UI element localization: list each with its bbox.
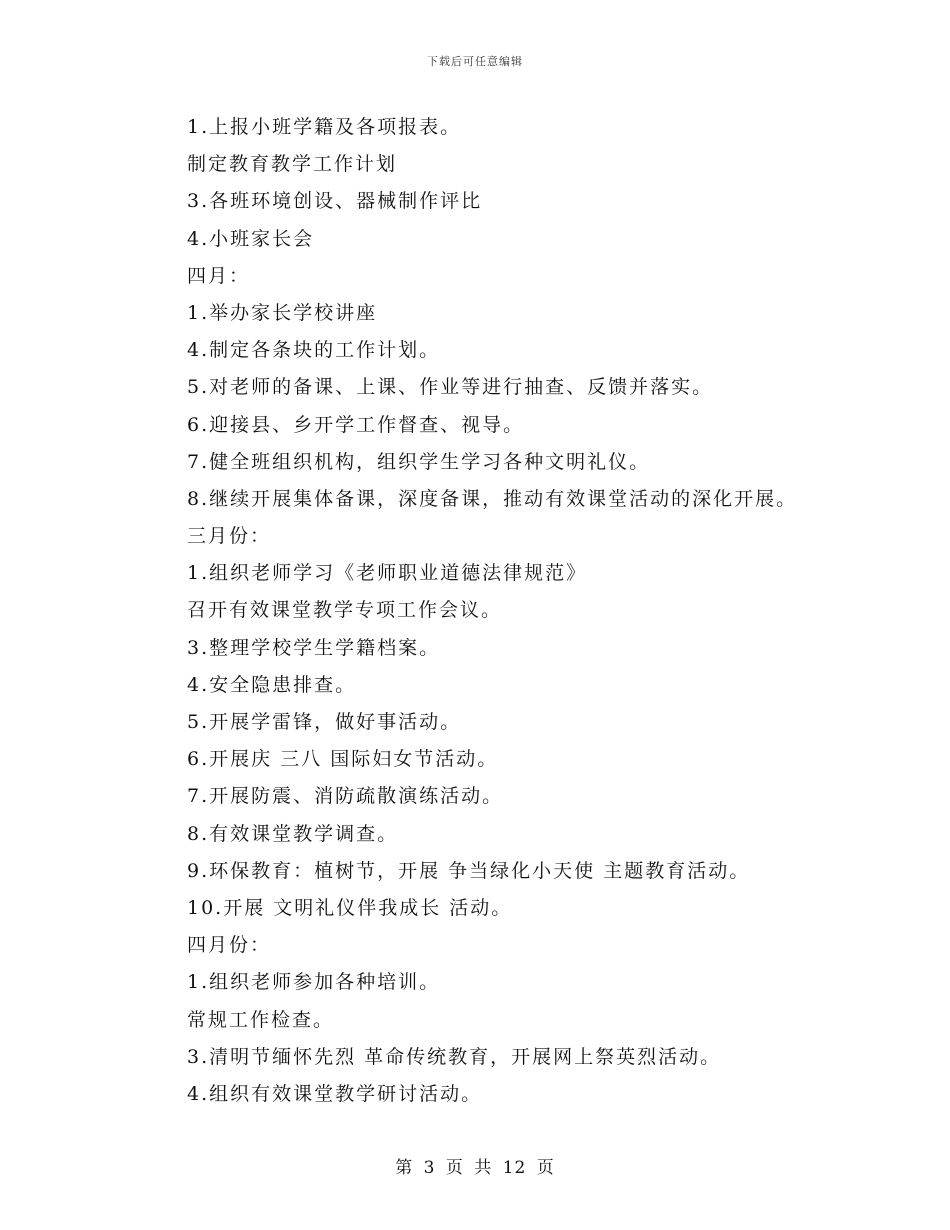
body-line: 1.组织老师参加各种培训。 bbox=[187, 971, 441, 994]
body-line: 9.环保教育：植树节，开展 争当绿化小天使 主题教育活动。 bbox=[187, 859, 751, 882]
body-line: 7.开展防震、消防疏散演练活动。 bbox=[187, 785, 504, 808]
body-line: 5.开展学雷锋，做好事活动。 bbox=[187, 711, 462, 733]
body-line: 8.继续开展集体备课，深度备课，推动有效课堂活动的深化开展。 bbox=[187, 487, 798, 510]
body-line: 4.制定各条块的工作计划。 bbox=[187, 339, 441, 362]
body-line: 1.组织老师学习《老师职业道德法律规范》 bbox=[187, 562, 588, 585]
body-line: 8.有效课堂教学调查。 bbox=[187, 822, 399, 845]
body-line: 常规工作检查。 bbox=[187, 1008, 335, 1031]
body-line: 4.小班家长会 bbox=[187, 227, 315, 250]
page-header: 下载后可任意编辑 bbox=[427, 55, 523, 68]
body-line: 10.开展 文明礼仪伴我成长 活动。 bbox=[187, 896, 513, 919]
body-line: 6.开展庆 三八 国际妇女节活动。 bbox=[187, 748, 499, 771]
section-heading: 三月份： bbox=[187, 525, 272, 548]
document-body bbox=[187, 114, 887, 1118]
body-line: 5.对老师的备课、上课、作业等进行抽查、反馈并落实。 bbox=[187, 376, 714, 399]
body-line: 4.安全隐患排查。 bbox=[187, 673, 357, 696]
body-line: 7.健全班组织机构，组织学生学习各种文明礼仪。 bbox=[187, 450, 651, 473]
body-line: 召开有效课堂教学专项工作会议。 bbox=[187, 599, 503, 622]
body-line: 1.举办家长学校讲座 bbox=[187, 301, 378, 324]
body-line: 3.整理学校学生学籍档案。 bbox=[187, 636, 441, 659]
page-footer: 第 3 页 共 12 页 bbox=[395, 1158, 555, 1178]
body-line: 6.迎接县、乡开学工作督查、视导。 bbox=[187, 413, 525, 436]
body-line: 3.各班环境创设、器械制作评比 bbox=[187, 190, 483, 213]
section-heading: 四月份： bbox=[187, 934, 272, 957]
section-heading: 四月： bbox=[187, 264, 251, 287]
body-line: 制定教育教学工作计划 bbox=[187, 153, 398, 176]
body-line: 1.上报小班学籍及各项报表。 bbox=[187, 116, 462, 138]
body-line: 4.组织有效课堂教学研讨活动。 bbox=[187, 1082, 483, 1105]
body-line: 3.清明节缅怀先烈 革命传统教育，开展网上祭英烈活动。 bbox=[187, 1045, 722, 1068]
